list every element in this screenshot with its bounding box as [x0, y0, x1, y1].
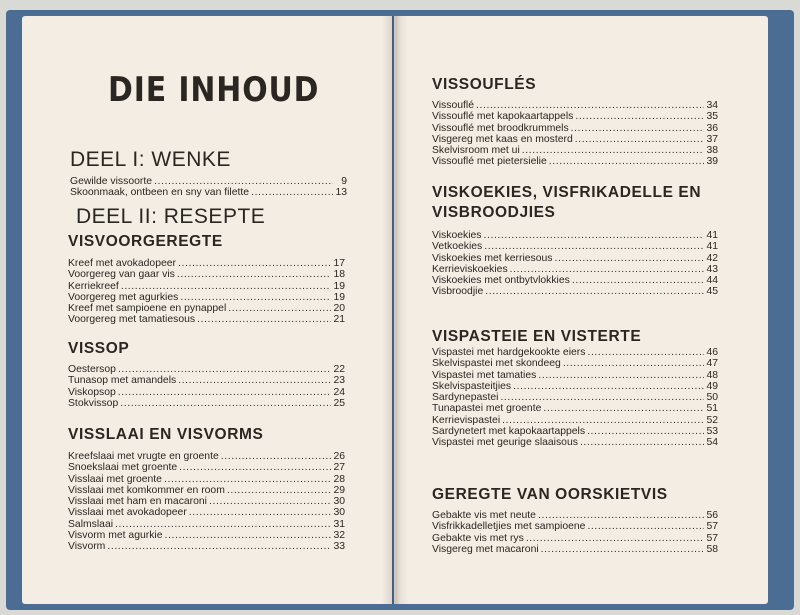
toc-entry[interactable]: Tunapastei met groente ..... 51: [432, 403, 718, 414]
toc-entry[interactable]: Visslaai met komkommer en room ..... 29: [68, 485, 345, 496]
toc-entry[interactable]: Skoonmaak, ontbeen en sny van filette ..... 13: [70, 187, 347, 198]
toc-entry[interactable]: Sardynetert met kapokaartappels ..... 53: [432, 426, 718, 437]
toc-section-viskoekies: [432, 230, 718, 298]
toc-entry[interactable]: Viskoekies met kerriesous ..... 42: [432, 253, 718, 264]
section-heading: VISSOUFLÉS: [432, 76, 537, 93]
left-page: [22, 16, 392, 604]
toc-entry[interactable]: Visbroodjie ..... 45: [432, 286, 718, 297]
section-heading: GEREGTE VAN OORSKIETVIS: [432, 486, 668, 503]
toc-section-visvoorgeregte: [68, 258, 345, 326]
toc-entry[interactable]: Visslaai met ham en macaroni ..... 30: [68, 496, 345, 507]
toc-entry[interactable]: Stokvissop ..... 25: [68, 398, 345, 409]
toc-entry[interactable]: Visgereg met kaas en mosterd ..... 37: [432, 134, 718, 145]
toc-entry[interactable]: Kreef met avokadopeer ..... 17: [68, 258, 345, 269]
toc-entry[interactable]: Snoekslaai met groente ..... 27: [68, 462, 345, 473]
toc-entry[interactable]: Visvorm met agurkie ..... 32: [68, 530, 345, 541]
section-heading-line-1: VISKOEKIES, VISFRIKADELLE EN: [432, 184, 702, 201]
toc-entry[interactable]: Tunasop met amandels ..... 23: [68, 375, 345, 386]
deel-1-heading: DEEL I: WENKE: [70, 148, 231, 171]
toc-entry[interactable]: Vissouflé ..... 34: [432, 100, 718, 111]
toc-section-oorskietvis: [432, 510, 718, 555]
page-title: DIE INHOUD: [108, 70, 320, 110]
section-heading-line-2: VISBROODJIES: [432, 204, 556, 221]
section-heading: VISSOP: [68, 340, 130, 357]
toc-entry[interactable]: Skelvispasteitjies ..... 49: [432, 381, 718, 392]
toc-entry[interactable]: Kerrievispastei ..... 52: [432, 415, 718, 426]
book-gutter: [382, 16, 408, 604]
toc-entry[interactable]: Visslaai met groente ..... 28: [68, 474, 345, 485]
toc-entry[interactable]: Viskoekies ..... 41: [432, 230, 718, 241]
section-heading: VISPASTEIE EN VISTERTE: [432, 328, 642, 345]
toc-entry[interactable]: Skelvispastei met skondeeg ..... 47: [432, 358, 718, 369]
toc-entry[interactable]: Visgereg met macaroni ..... 58: [432, 544, 718, 555]
toc-entry[interactable]: Voorgereg van gaar vis ..... 18: [68, 269, 345, 280]
toc-entry[interactable]: Sardynepastei ..... 50: [432, 392, 718, 403]
toc-entry[interactable]: Visvorm ..... 33: [68, 541, 345, 552]
toc-entry[interactable]: Visfrikkadelletjies met sampioene ..... 57: [432, 521, 718, 532]
toc-entry[interactable]: Vispastei met hardgekookte eiers ..... 46: [432, 347, 718, 358]
toc-entry[interactable]: Vispastei met geurige slaaisous ..... 54: [432, 437, 718, 448]
toc-section-visslaai: [68, 451, 345, 553]
toc-entry[interactable]: Vetkoekies ..... 41: [432, 241, 718, 252]
right-page: [394, 16, 768, 604]
toc-entry[interactable]: Skelvisroom met ui ..... 38: [432, 145, 718, 156]
toc-entry[interactable]: Kreef met sampioene en pynappel ..... 20: [68, 303, 345, 314]
toc-deel-1: [70, 176, 347, 199]
deel-2-heading: DEEL II: RESEPTE: [76, 205, 266, 228]
toc-section-vissop: [68, 364, 345, 409]
toc-entry[interactable]: Vispastei met tamaties ..... 48: [432, 370, 718, 381]
toc-entry[interactable]: Visslaai met avokadopeer ..... 30: [68, 507, 345, 518]
toc-entry[interactable]: Vissouflé met broodkrummels ..... 36: [432, 123, 718, 134]
section-heading: VISSLAAI EN VISVORMS: [68, 426, 264, 443]
section-heading: VISVOORGEREGTE: [68, 233, 223, 250]
toc-section-vissoufles: [432, 100, 718, 168]
toc-entry[interactable]: Gebakte vis met neute ..... 56: [432, 510, 718, 521]
toc-entry[interactable]: Kerriekreef ..... 19: [68, 281, 345, 292]
toc-entry[interactable]: Viskopsop ..... 24: [68, 387, 345, 398]
toc-entry[interactable]: Vissouflé met pietersielie ..... 39: [432, 156, 718, 167]
toc-entry[interactable]: Oestersop ..... 22: [68, 364, 345, 375]
toc-entry[interactable]: Kerrieviskoekies ..... 43: [432, 264, 718, 275]
toc-entry[interactable]: Voorgereg met agurkies ..... 19: [68, 292, 345, 303]
toc-entry[interactable]: Gebakte vis met rys ..... 57: [432, 533, 718, 544]
book-cover: [6, 10, 794, 610]
toc-section-vispasteie: [432, 347, 718, 449]
toc-entry[interactable]: Viskoekies met ontbytvlokkies ..... 44: [432, 275, 718, 286]
toc-entry[interactable]: Kreefslaai met vrugte en groente ..... 26: [68, 451, 345, 462]
toc-entry[interactable]: Voorgereg met tamatiesous ..... 21: [68, 314, 345, 325]
toc-entry[interactable]: Gewilde vissoorte ..... 9: [70, 176, 347, 187]
toc-entry[interactable]: Salmslaai ..... 31: [68, 519, 345, 530]
toc-entry[interactable]: Vissouflé met kapokaartappels ..... 35: [432, 111, 718, 122]
